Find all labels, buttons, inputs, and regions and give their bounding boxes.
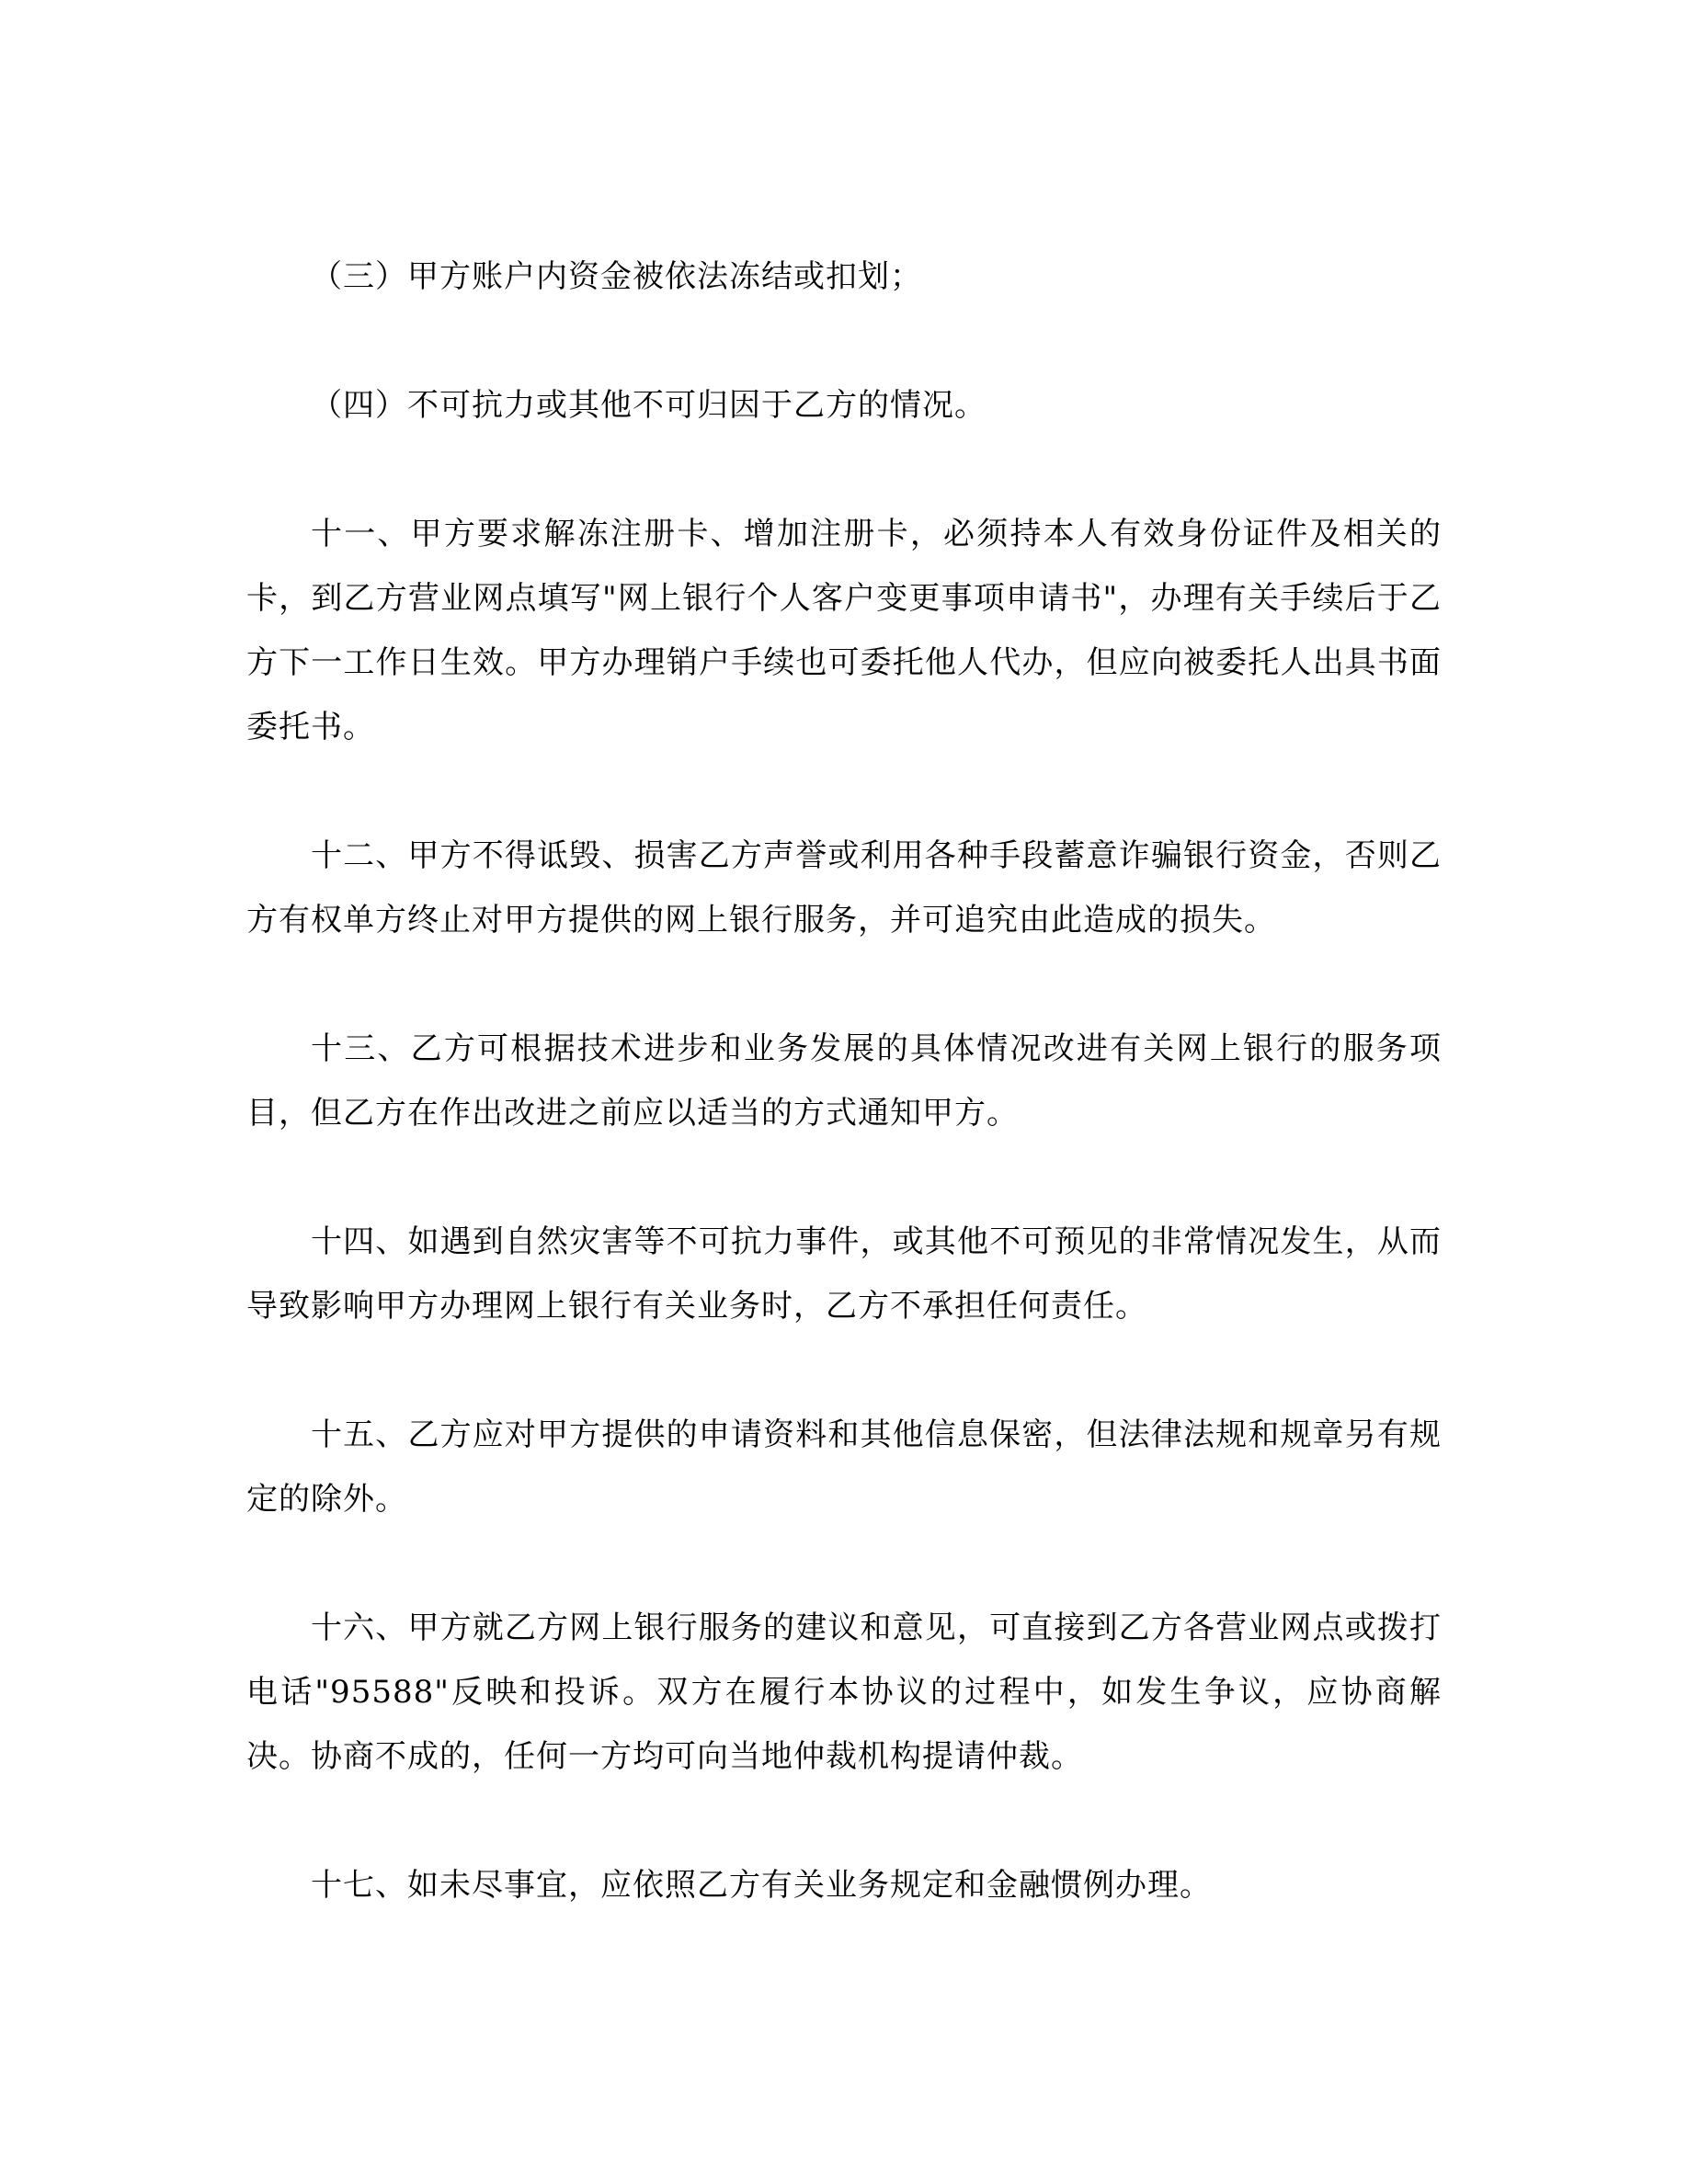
paragraph-article-13: 十三、乙方可根据技术进步和业务发展的具体情况改进有关网上银行的服务项目，但乙方在作出改进之前应以适当的方式通知甲方。 — [246, 1030, 1442, 1132]
paragraph-article-12: 十二、甲方不得诋毁、损害乙方声誉或利用各种手段蓄意诈骗银行资金，否则乙方有权单方终止对甲方提供的网上银行服务，并可追究由此造成的损失。 — [246, 837, 1442, 938]
paragraph-clause-4: （四）不可抗力或其他不可归因于乙方的情况。 — [311, 387, 987, 424]
paragraph-article-14: 十四、如遇到自然灾害等不可抗力事件，或其他不可预见的非常情况发生，从而导致影响甲方办理网上银行有关业务时，乙方不承担任何责任。 — [246, 1223, 1442, 1325]
paragraph-article-15: 十五、乙方应对甲方提供的申请资料和其他信息保密，但法律法规和规章另有规定的除外。 — [246, 1416, 1442, 1518]
paragraph-article-11: 十一、甲方要求解冻注册卡、增加注册卡，必须持本人有效身份证件及相关的卡，到乙方营业网点填写"网上银行个人客户变更事项申请书"，办理有关手续后于乙方下一工作日生效。甲方办理销户手续也可委托他人代办，但应向被委托人出具书面委托书。 — [246, 516, 1442, 745]
document-body — [246, 245, 1442, 1917]
paragraph-article-17: 十七、如未尽事宜，应依照乙方有关业务规定和金融惯例办理。 — [311, 1867, 1212, 1904]
paragraph-article-16: 十六、甲方就乙方网上银行服务的建议和意见，可直接到乙方各营业网点或拨打电话"95588"反映和投诉。双方在履行本协议的过程中，如发生争议，应协商解决。协商不成的，任何一方均可向当地仲裁机构提请仲裁。 — [246, 1610, 1442, 1775]
paragraph-clause-3: （三）甲方账户内资金被依法冻结或扣划； — [311, 258, 922, 295]
